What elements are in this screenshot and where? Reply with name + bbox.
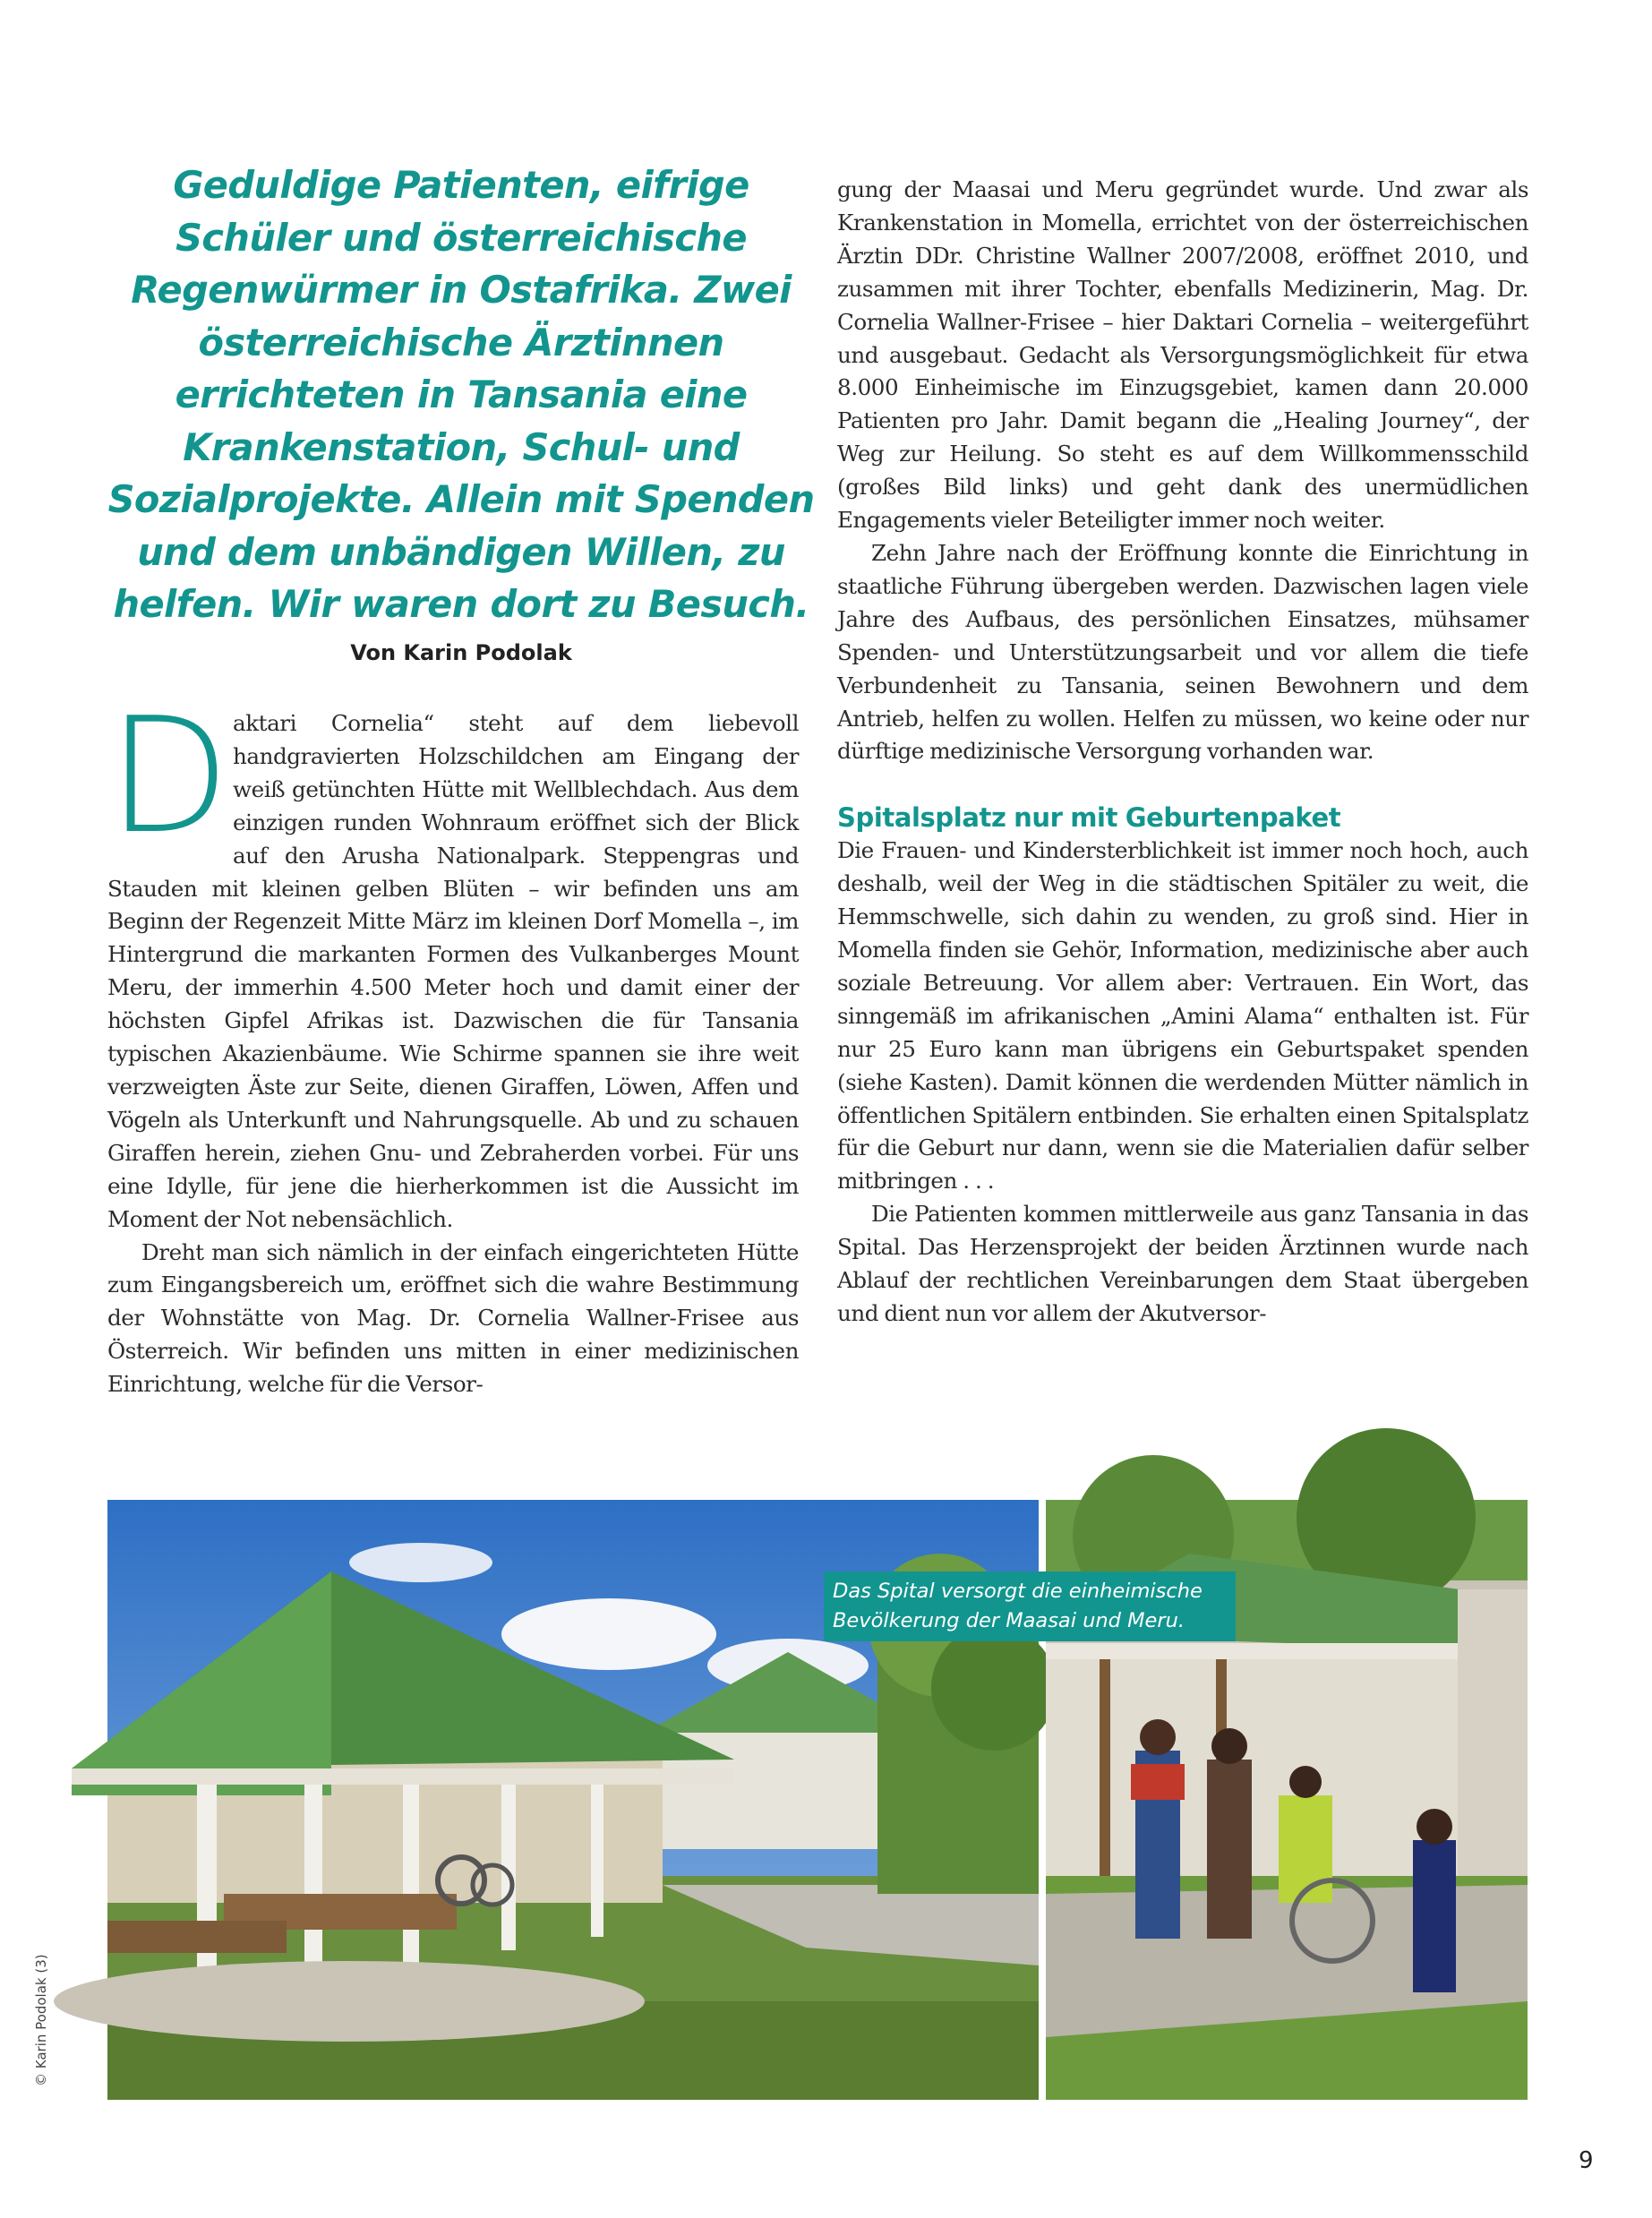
- byline: Von Karin Podolak: [350, 640, 572, 665]
- text-column-left: [107, 683, 799, 1401]
- paragraph: aktari Cornelia“ steht auf dem liebevoll handgravierten Holzschildchen am Eingang der weiß getünchten Hütte mit Wellblechdach. Aus dem einzigen runden Wohnraum eröffnet sich der Blick auf den Arusha Nationalpark. Steppengras und Stauden mit kleinen gelben Blüten – wir befinden uns am Beginn der Regenzeit Mitte März im kleinen Dorf Momella –, im Hintergrund die markanten Formen des Vulkanberges Mount Meru, der immerhin 4.500 Meter hoch und damit einer der höchsten Gipfel Afrikas ist. Dazwischen die für Tansania typischen Akazienbäume. Wie Schirme spannen sie ihre weit verzweigten Äste zur Seite, dienen Giraffen, Löwen, Affen und Vögeln als Unterkunft und Nahrungsquelle. Ab und zu schauen Giraffen herein, ziehen Gnu- und Zebraherden vorbei. Für uns eine Idylle, für jene die hierherkommen ist die Aussicht im Moment der Not nebensächlich.: [107, 710, 799, 1232]
- photo-credit: © Karin Podolak (3): [33, 1954, 49, 2086]
- drop-cap: D: [107, 683, 230, 869]
- page-number: 9: [1579, 2147, 1594, 2174]
- paragraph: gung der Maasai und Meru gegründet wurde. Und zwar als Krankenstation in Momella, errichtet von der österreichischen Ärztin DDr. Christine Wallner 2007/2008, eröffnet 2010, und zusammen mit ihrer Tochter, ebenfalls Medizinerin, Mag. Dr. Cornelia Wallner-Frisee – hier Daktari Cornelia – weitergeführt und ausgebaut. Gedacht als Versorgungsmöglichkeit für etwa 8.000 Einheimische im Einzugsgebiet, kamen dann 20.000 Patienten pro Jahr. Damit begann die „Healing Journey“, der Weg zur Heilung. So steht es auf dem Willkommensschild (großes Bild links) und geht dank des unermüdlichen Engagements vieler Beteiligter immer noch weiter.: [837, 176, 1528, 534]
- paragraph: Die Frauen- und Kindersterblichkeit ist immer noch hoch, auch deshalb, weil der Weg in die städtischen Spitäler zu weit, die Hemmschwelle, sich dahin zu wenden, zu groß sind. Hier in Momella finden sie Gehör, Information, medizinische aber auch soziale Betreuung. Vor allem aber: Vertrauen. Ein Wort, das sinngemäß im afrikanischen „Amini Alama“ enthalten ist. Für nur 25 Euro kann man übrigens ein Geburtspaket spenden (siehe Kasten). Damit können die werdenden Mütter nämlich in öffentlichen Spitälern entbinden. Sie erhalten einen Spitalsplatz für die Geburt nur dann, wenn sie die Materialien dafür selber mitbringen . . .: [837, 837, 1528, 1195]
- article-lead: Geduldige Patienten, eifrige Schüler und österreichische Regenwürmer in Ostafrika. Zwei österreichische Ärztinnen errichteten in Tansania eine Krankenstation, Schul- und Sozialprojekte. Allein mit Spenden und dem unbändigen Willen, zu helfen. Wir waren dort zu Besuch.: [107, 163, 815, 626]
- paragraph: Zehn Jahre nach der Eröffnung konnte die Einrichtung in staatliche Führung übergeben werden. Dazwischen lagen viele Jahre des Aufbaus, des persönlichen Einsatzes, mühsamer Spenden- und Unterstützungsarbeit und vor allem die tiefe Verbundenheit zu Tansania, seinen Bewohnern und dem Antrieb, helfen zu wollen. Helfen zu müssen, wo keine oder nur dürftige medizinische Versorgung vorhanden war.: [837, 539, 1528, 765]
- section-heading: Spitalsplatz nur mit Geburtenpaket: [837, 802, 1341, 834]
- text-column-right: [837, 174, 1528, 1331]
- photo-caption: Das Spital versorgt die einheimische Bevölkerung der Maasai und Meru.: [824, 1571, 1236, 1641]
- paragraph: Die Patienten kommen mittlerweile aus ganz Tansania in das Spital. Das Herzensprojekt der beiden Ärztinnen wurde nach Ablauf der rechtlichen Vereinbarungen dem Staat übergeben und dient nun vor allem der Akutversor-: [837, 1201, 1528, 1326]
- paragraph: Dreht man sich nämlich in der einfach eingerichteten Hütte zum Eingangsbereich um, eröffnet sich die wahre Bestimmung der Wohnstätte von Mag. Dr. Cornelia Wallner-Frisee aus Österreich. Wir befinden uns mitten in einer medizinischen Einrichtung, welche für die Versor-: [107, 1238, 799, 1398]
